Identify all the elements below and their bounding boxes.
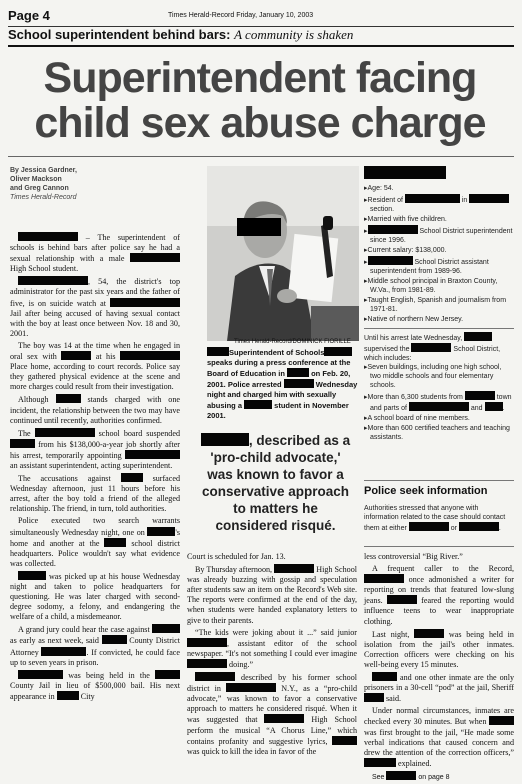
bio-item: ▸ Current salary: $138,000. xyxy=(364,246,514,255)
redaction-bar xyxy=(324,347,352,356)
article-column-2 xyxy=(187,552,357,759)
pull-quote: , described as a 'pro-child advocate,' was known to favor a conservative approach to matters he considered risqué. xyxy=(201,433,351,533)
redaction-bar xyxy=(387,595,417,604)
redaction-bar xyxy=(155,670,180,679)
redaction-bar xyxy=(121,473,143,482)
bio-item: ▸ Age: 54. xyxy=(364,184,514,193)
paragraph: Court is scheduled for Jan. 13. xyxy=(187,552,286,561)
redaction-bar xyxy=(368,256,413,265)
redaction-bar xyxy=(226,683,276,692)
paragraph: By Thursday afternoon, High School was already buzzing with gossip and speculation after students saw an item on the Record's Web site. The reports were confirmed at the end of the day, when students were handed explanatory letters to give to their parents. xyxy=(187,565,357,625)
redaction-bar xyxy=(264,714,304,723)
redaction-bar xyxy=(364,693,384,702)
redaction-bar xyxy=(201,433,249,446)
redaction-bar xyxy=(411,343,451,352)
kicker xyxy=(8,27,514,47)
article-column-1 xyxy=(10,232,180,704)
kicker-italic: A community is shaken xyxy=(234,27,354,42)
redaction-bar xyxy=(147,527,175,536)
headline-rule xyxy=(8,156,514,157)
district-item: ▸ A school board of nine members. xyxy=(364,414,514,423)
redaction-bar xyxy=(364,166,446,179)
redaction-bar xyxy=(368,225,418,234)
paragraph: Under normal circumstances, inmates are checked every 30 minutes. But when was first brought to the jail, “He made some verbal indications that caused concern and drew the attention of the correction officers,” explained. xyxy=(364,706,514,768)
redaction-bar xyxy=(485,402,503,411)
redaction-bar xyxy=(125,450,180,459)
redaction-bar xyxy=(61,351,91,360)
paragraph: The accusations against surfaced Wednesday afternoon, just 11 hours before his arrest, after the boy told a friend of the alleged relationship. The friend, in turn, told authorities. xyxy=(10,474,180,514)
redaction-bar xyxy=(372,672,397,681)
byline-affiliation: Times Herald-Record xyxy=(10,194,77,201)
redaction-bar xyxy=(364,758,396,767)
redaction-bar xyxy=(489,716,514,725)
redaction-bar xyxy=(409,402,469,411)
bio-item: ▸ Middle school principal in Braxton County, W.Va., from 1981-89. xyxy=(364,277,514,295)
paragraph: described by his former school district in N.Y., as a “pro-child advocate,” was known to favor a conservative approach to matters he considered risqué. When it was suggested that High School perform the musical “A Chorus Line,” which contains profanity and suggestive lyrics, was quick to kill the idea in favor of the xyxy=(187,673,357,756)
paragraph: The boy was 14 at the time when he engaged in oral sex with at his Place home, according to court records. Police say they gathered physical evidence at the scene and more charges could result from their investigation. xyxy=(10,340,180,392)
photo-credit: Times Herald-Record/DOMINICK FIORILLE xyxy=(234,339,351,345)
redaction-bar xyxy=(244,400,272,409)
district-list xyxy=(364,363,514,442)
paragraph: Police executed two search warrants simultaneously Wednesday night, one on 's home and another at the school district headquarters. Police wouldn't say what evidence was collected. xyxy=(10,516,180,568)
byline-author: Oliver Mackson xyxy=(10,176,62,183)
redaction-bar xyxy=(274,564,314,573)
redaction-bar xyxy=(35,428,95,437)
district-item: ▸ More than 600 certified teachers and teaching assistants. xyxy=(364,424,514,442)
byline-author: and Greg Cannon xyxy=(10,185,69,192)
redaction-bar xyxy=(102,635,127,644)
redaction-bar xyxy=(465,391,495,400)
redaction-bar xyxy=(195,672,235,681)
redaction-bar xyxy=(104,538,126,547)
redaction-bar xyxy=(18,276,88,285)
redaction-bar xyxy=(364,574,404,583)
redaction-bar xyxy=(409,522,449,531)
redaction-bar xyxy=(469,194,509,203)
redaction-bar xyxy=(207,347,229,356)
jump-line: See on page 8 xyxy=(364,771,514,783)
redaction-bar xyxy=(110,298,180,307)
divider xyxy=(364,480,514,481)
bio-item: ▸ Taught English, Spanish and journalism from 1971-81. xyxy=(364,296,514,314)
publication-line: Times Herald-Record Friday, January 10, 2003 xyxy=(168,12,314,19)
redaction-bar xyxy=(56,394,81,403)
paragraph: “The kids were joking about it ...” said junior , assistant editor of the school newspaper. “It's not something I could ever imagine doing.” xyxy=(187,627,357,669)
paragraph: – The superintendent of schools is behind bars after police say he had a sexual relationship with a male High School student. xyxy=(10,233,180,274)
divider xyxy=(364,328,514,329)
redaction-bar xyxy=(287,368,309,377)
paragraph: The school board suspended from his $138,000-a-year job shortly after his arrest, temporarily appointing an assistant superintendent, acting superintendent. xyxy=(10,428,180,470)
redaction-bar xyxy=(41,647,86,656)
photo-caption: Superintendent of Schools speaks during a press conference at the Board of Education in on Feb. 20, 2001. Police arrested Wednesday night and charged him with sexually abusing a student in November 2001. xyxy=(207,348,358,420)
kicker-main: School superintendent behind bars: xyxy=(8,27,231,42)
sidebar-heading: Police seek information xyxy=(364,485,488,497)
bio-item: ▸ Resident of in section. xyxy=(364,194,514,214)
headline: Superintendent facing child sex abuse charge xyxy=(34,54,486,147)
page-number: Page 4 xyxy=(8,8,50,23)
paragraph: was picked up at his house Wednesday night and taken to police headquarters for questioning. He was later charged with second-degree sodomy, a felony, and endangering the welfare of a child, a misdemeanor. xyxy=(10,571,180,622)
redaction-bar xyxy=(18,670,63,679)
redaction-bar xyxy=(332,736,357,745)
paragraph: Although stands charged with one incident, the relationship between the two may have continued until recently, authorities confirmed. xyxy=(10,395,180,425)
redaction-bar xyxy=(414,629,444,638)
divider xyxy=(364,546,514,547)
bio-item: ▸ School District assistant superintendent from 1989-96. xyxy=(364,256,514,276)
redaction-bar xyxy=(405,194,460,203)
bio-item: ▸ Married with five children. xyxy=(364,215,514,224)
redaction-bar xyxy=(187,638,227,647)
fact-box xyxy=(364,166,514,443)
redaction-bar xyxy=(386,771,416,780)
district-item: ▸ Seven buildings, including one high school, two middle schools and four elementary schools. xyxy=(364,363,514,390)
byline xyxy=(10,166,77,202)
sidebar-help-text: Authorities stressed that anyone with information related to the case should contact them at either or . xyxy=(364,505,506,532)
bio-list xyxy=(364,184,514,324)
redaction-bar xyxy=(459,522,499,531)
redaction-bar xyxy=(187,659,227,668)
press-conference-photo xyxy=(207,166,359,341)
bio-item: ▸ Native of northern New Jersey. xyxy=(364,315,514,324)
paragraph: A grand jury could hear the case against as early as next week, said County District Attorney . If convicted, he could face up to seven years in prison. xyxy=(10,625,180,667)
redaction-bar xyxy=(57,691,79,700)
redaction-bar xyxy=(18,232,78,241)
redaction-bar xyxy=(10,439,35,448)
byline-author: By Jessica Gardner, xyxy=(10,167,77,174)
redaction-bar xyxy=(130,253,180,262)
paragraph: , 54, the district's top administrator for the past six years and the father of five, is on suicide watch at Jail after being accused of having sexual contact with the boy at least once between Nov. 18 and 30, 2001. xyxy=(10,277,180,338)
redaction-bar xyxy=(284,379,314,388)
redaction-bar xyxy=(152,624,180,633)
paragraph: Last night, was being held in isolation from the jail's other inmates. Correction officers were checking on his well-being every 15 minutes. xyxy=(364,629,514,669)
news-photo xyxy=(207,166,359,341)
paragraph: less controversial “Big River.” xyxy=(364,552,463,561)
redaction-bar xyxy=(18,571,46,580)
redaction-bar xyxy=(464,332,492,341)
bio-item: ▸ School District superintendent since 1996. xyxy=(364,225,514,245)
district-item: ▸ More than 6,300 students from town and parts of and . xyxy=(364,391,514,413)
paragraph: and one other inmate are the only prisoners in a 30-cell “pod” at the jail, Sheriff said. xyxy=(364,673,514,704)
redaction-bar xyxy=(120,351,180,360)
district-intro: Until his arrest late Wednesday, supervised the School District, which includes: xyxy=(364,332,514,363)
page-header xyxy=(8,8,514,27)
paragraph: A frequent caller to the Record, once admonished a writer for reporting on trends that featured low-slung jeans. feared the reporting would influence teens to wear inappropriate clothing. xyxy=(364,564,514,626)
article-column-3 xyxy=(364,552,514,784)
paragraph: was being held in the County Jail in lieu of $500,000 bail. His next appearance in City xyxy=(10,670,180,701)
